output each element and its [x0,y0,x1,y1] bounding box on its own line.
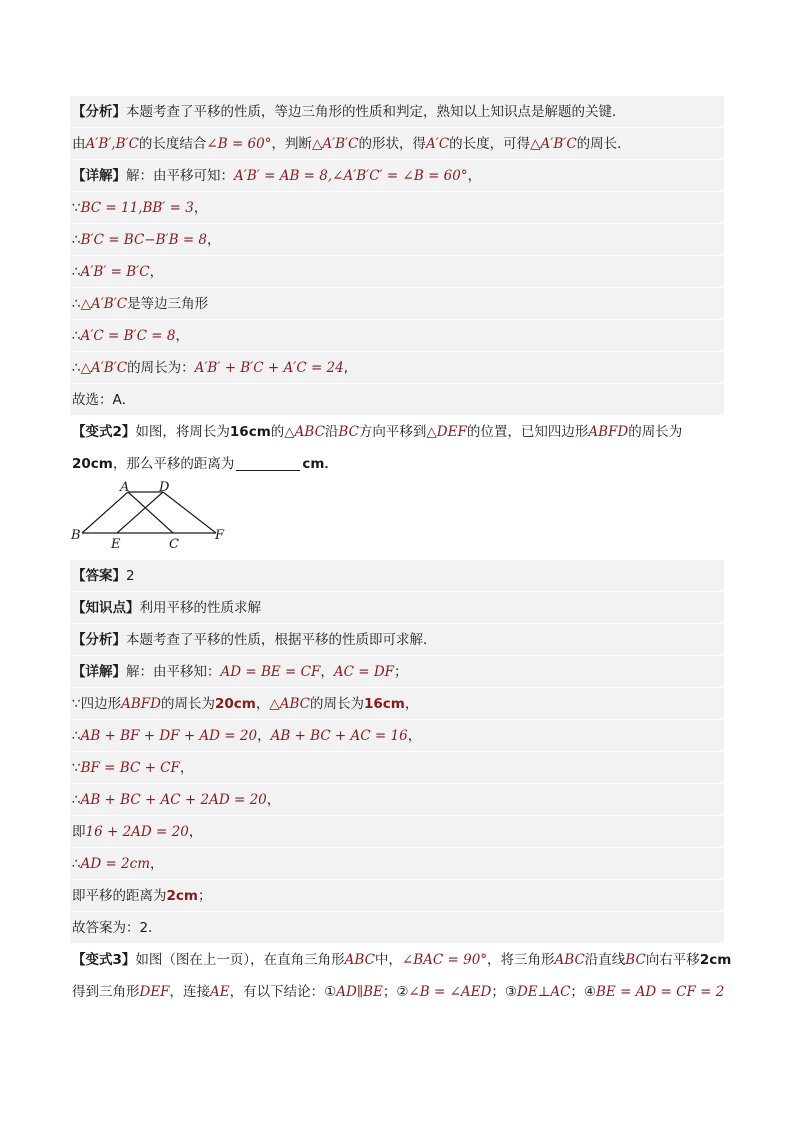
math-segment: DEF [139,984,170,1000]
text-segment: ∴ [72,264,81,280]
text-segment: 方向平移到 [358,424,427,440]
conclusion-line [70,912,724,944]
text-segment: ， [207,232,221,248]
math-segment: △A′B′C [80,360,128,376]
text-segment: ；③ [491,984,517,1000]
math-segment: A′C [426,136,450,152]
math-segment: BC [625,952,646,968]
text-segment: ∴ [72,856,81,872]
page-content [70,96,732,1008]
detail-line [70,656,724,688]
translation-figure [70,480,724,560]
text-segment: ， [149,264,164,280]
math-segment: AB + BC + AC + 2AD = 20 [80,792,267,808]
segment-ac [128,492,173,533]
math-segment: A′B′,B′C [85,136,139,152]
text-segment: ，将三角形 [487,952,555,968]
text-segment: cm． [302,456,338,472]
label-c: C [169,537,179,552]
text-segment: 的周长为 [160,696,215,712]
text-segment: ，有以下结论：① [229,984,337,1000]
text-segment: ， [407,728,422,744]
text-segment: 沿直线 [584,952,626,968]
text-segment: 即 [72,824,86,840]
math-segment: DE⊥AC [516,984,571,1000]
text-segment: 如图（图在上一页），在直角三角形 [135,952,345,968]
analysis-text: 本题考查了平移的性质，等边三角形的性质和判定，熟知以上知识点是解题的关键． [126,104,626,120]
math-segment: △ABC [284,424,325,440]
text-segment: 的周长为 [628,424,683,440]
text-segment: 16cm [363,696,405,712]
text-segment: ； [197,888,212,904]
step-line [70,192,724,224]
text-segment: 的位置，已知四边形 [466,424,589,440]
answer-tag: 【答案】 [72,568,126,584]
text-segment: ， [257,728,271,744]
text-segment: 20cm [72,456,113,472]
math-segment: △ABC [269,696,310,712]
step-line [70,720,724,752]
math-segment: A′B′ = B′C [80,264,150,280]
text-segment: ， [193,200,208,216]
variant2-tag: 【变式2】 [72,424,136,440]
answer-line [70,560,724,592]
math-segment: BE = AD = CF = 2 [596,984,725,1000]
text-segment: ；② [382,984,409,1000]
variant3-question-line [70,944,732,976]
answer-blank [236,454,300,471]
analysis-text: 本题考查了平移的性质，根据平移的性质即可求解． [126,632,437,648]
text-segment: ∴ [72,328,81,344]
knowledge-tag: 【知识点】 [72,600,140,616]
text-segment: 如图，将周长为 [135,424,230,440]
text-segment: 得到三角形 [72,984,140,1000]
math-segment: A′B′ = AB = 8,∠A′B′C′ = ∠B = 60° [234,168,468,184]
text-segment: ； [394,664,408,680]
label-e: E [111,537,121,552]
text-segment: 2cm [166,888,198,904]
knowledge-line [70,592,724,624]
text-segment: ， [255,696,270,712]
math-segment: ABC [344,952,375,968]
text-segment: ，连接 [169,984,211,1000]
text-segment: 中， [374,952,402,968]
math-segment: AD = BE = CF [220,664,321,680]
detail-line [70,160,724,192]
step-line [70,256,724,288]
step-line [70,320,724,352]
math-segment: BF = BC + CF [80,760,180,776]
variant3-tag: 【变式3】 [72,952,136,968]
analysis-line [70,96,724,128]
text-segment: 的形状，得 [358,136,426,152]
text-segment: 的 [270,424,285,440]
label-d: D [159,480,170,495]
math-segment: AC = DF [333,664,395,680]
variant2-question-line [70,448,724,480]
math-segment: AE [210,984,230,1000]
text-segment: 16cm [229,424,271,440]
text-segment: ， [467,168,482,184]
math-segment: ABFD [121,696,161,712]
text-segment: 向右平移 [645,952,700,968]
label-f: F [215,528,225,543]
text-segment: 解：由平移知： [126,664,221,680]
text-segment: ∴ [72,232,81,248]
math-segment: BC [338,424,359,440]
text-segment: ∵ [72,200,81,216]
math-segment: AD∥BE [336,984,383,1000]
math-segment: B′C = BC−B′B = 8 [80,232,208,248]
text-segment: ∵四边形 [72,696,122,712]
math-segment: A′B′ + B′C + A′C = 24 [194,360,344,376]
text-segment: ∴ [72,360,81,376]
math-segment: △A′B′C [311,136,359,152]
text-segment: 的长度，可得 [449,136,531,152]
math-segment: AB + BF + DF + AD = 20 [80,728,258,744]
math-segment: ABFD [588,424,629,440]
text-segment: 沿 [324,424,339,440]
text-segment: 20cm [214,696,256,712]
text-segment: ∵ [72,760,81,776]
variant2-question-line [70,416,724,448]
text-segment: ， [179,760,194,776]
step-line [70,880,724,912]
text-segment: ∴ [72,792,81,808]
text-segment: 由 [72,136,86,152]
text-segment: ；④ [570,984,597,1000]
detail-tag: 【详解】 [72,664,126,680]
segment-ab [82,492,128,533]
text-segment: ， [404,696,419,712]
step-line [70,224,724,256]
step-line [70,752,724,784]
text-segment: 即平移的距离为 [72,888,167,904]
text-segment: ， [188,824,203,840]
choice-text: 故选：A． [72,392,136,408]
math-segment: A′C = B′C = 8 [80,328,176,344]
math-segment: △DEF [426,424,467,440]
text-segment: 的周长． [576,136,631,152]
math-segment: △A′B′C [80,296,128,312]
text-segment: 的长度结合 [138,136,207,152]
text-segment: ， [150,856,164,872]
math-segment: AD = 2cm [80,856,151,872]
label-b: B [71,528,81,543]
math-segment: BC = 11,BB′ = 3 [80,200,194,216]
analysis-line [70,624,724,656]
figure-svg [70,480,240,560]
knowledge-text: 利用平移的性质求解 [139,600,261,616]
text-segment: 是等边三角形 [127,296,209,312]
analysis-tag: 【分析】 [72,104,126,120]
step-line [70,688,724,720]
text-segment: ， [320,664,334,680]
math-segment: ∠B = 60° [206,136,272,152]
math-segment: △A′B′C [530,136,577,152]
step-line [70,288,724,320]
text-segment: , [343,360,349,376]
text-segment: ， [175,328,189,344]
analysis-tag: 【分析】 [72,632,126,648]
segment-df [163,492,216,533]
detail-tag: 【详解】 [72,168,126,184]
choice-line [70,384,724,416]
math-segment: ABC [554,952,585,968]
conclusion-text: 故答案为：2． [72,920,162,936]
math-segment: 16 + 2AD = 20 [85,824,189,840]
text-segment: ∴ [72,728,81,744]
step-line [70,848,724,880]
segment-de [117,492,163,533]
math-segment: AB + BC + AC = 16 [270,728,408,744]
text-segment: ， [266,792,281,808]
text-segment: 解：由平移可知： [126,168,234,184]
analysis-detail-line [70,128,724,160]
step-line [70,784,724,816]
variant3-question-line [70,976,724,1008]
step-line [70,352,724,384]
math-segment: ∠BAC = 90° [401,952,488,968]
math-segment: ∠B = ∠AED [408,984,492,1000]
text-segment: ，那么平移的距离为 [112,456,235,472]
step-line [70,816,724,848]
label-a: A [120,480,130,495]
text-segment: 的周长为 [309,696,364,712]
answer-value: 2 [126,568,135,584]
text-segment: 的周长为： [127,360,195,376]
text-segment: ，判断 [271,136,312,152]
text-segment: ∴ [72,296,81,312]
text-segment: 2cm [699,952,732,968]
